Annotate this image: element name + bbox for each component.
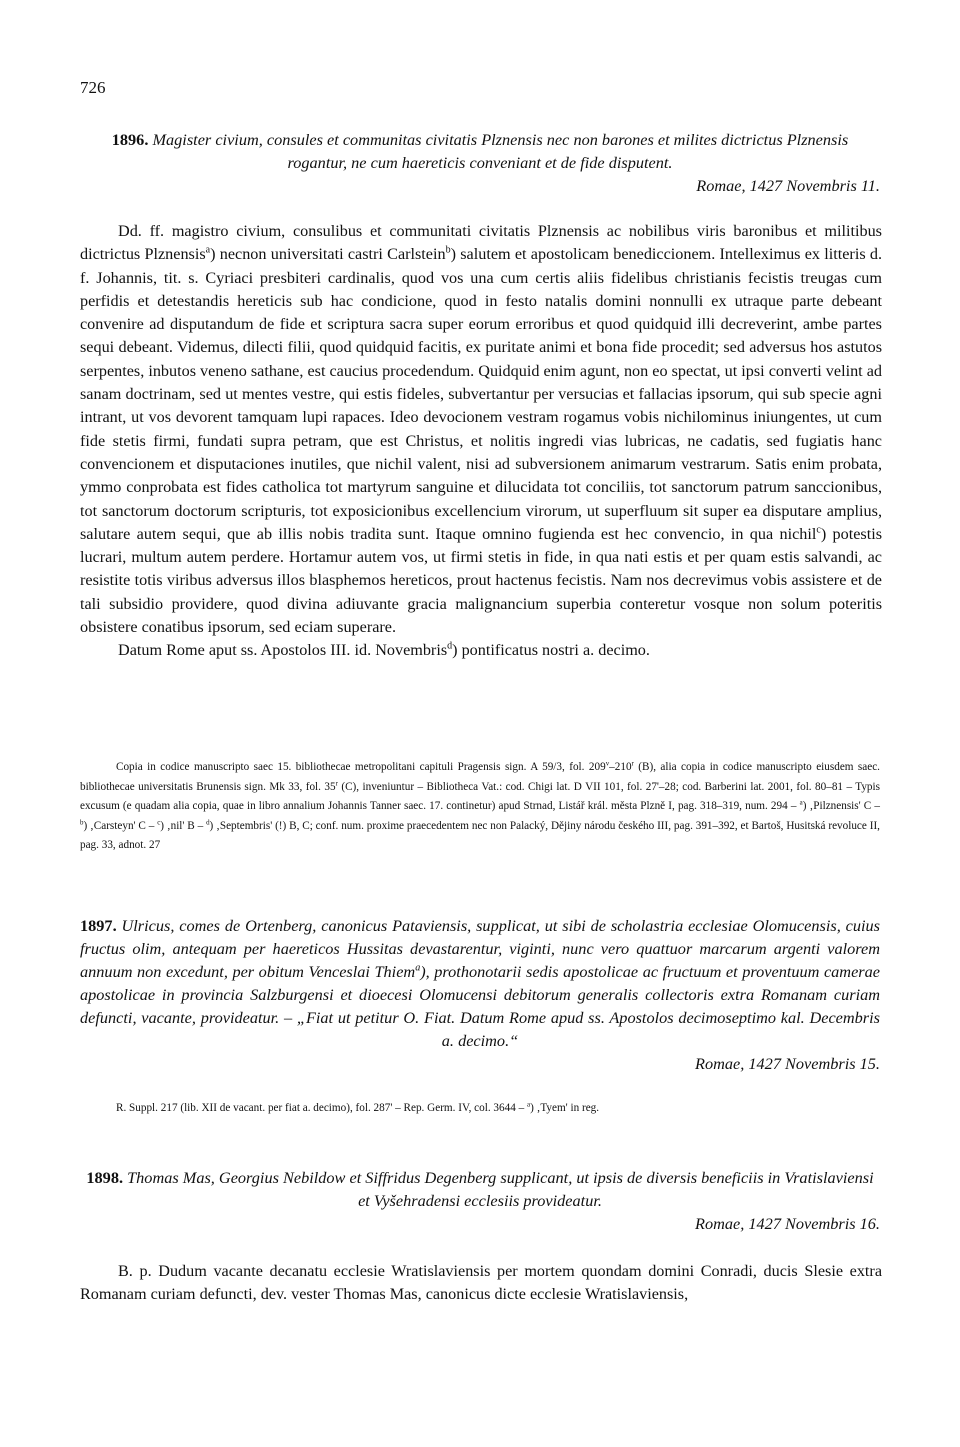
entry-1897-dateline: Romae, 1427 Novembris 15.	[695, 1054, 880, 1073]
entry-1898-heading	[80, 1166, 880, 1235]
entry-1897-apparatus	[80, 1099, 880, 1119]
letter-text: B. p. Dudum vacante decanatu ecclesie Wratislaviensis per mortem quondam domini Conradi, ducis Slesie extra Romanam curiam defuncti, dev. vester Thomas Mas, canonicus dicte ecclesie Wratislaviensis,	[80, 1262, 882, 1304]
regest-text: Magister civium, consules et communitas civitatis Plznensis nec non barones et milites dictrictus Plznensis rogantur, ne cum haereticis conveniant et de fide disputent.	[152, 130, 849, 172]
entry-1896-regest	[80, 128, 880, 174]
critical-apparatus: Copia in codice manuscripto saec 15. bibliothecae metropolitani capituli Pragensis sign. A 59/3, fol. 209$^v$–210$^r$ (B), alia copia in codice manuscripto eiusdem saec. bibliothecae universitatis Brunensis sign. Mk 33, fol. 35$^r$ (C), inveniuntur – Bibliotheca Vat.: cod. Chigi lat. D VII 101, fol. 27'–28; cod. Barberini lat. 2001, fol. 80–81 – Typis excusum (e quadam alia copia, quae in libro annalium Johannis Tanner saec. 17. continetur) apud Strnad, Listář král. města Plzně I, pag. 318–319, num. 294 – $^a$) ‚Pilznensis' C – $^b$) ‚Carsteyn' C – $^c$) ‚nil' B – $^d$) ‚Septembris' (!) B, C; conf. num. proxime praecedentem nec non Palacký, Dějiny národu českého III, pag. 391–392, et Bartoš, Husitská revoluce II, pag. 33, adnot. 27	[80, 759, 880, 851]
datum-line: Datum Rome aput ss. Apostolos III. id. Novembris$^d$) pontificatus nostri a. decimo.	[118, 640, 650, 660]
page-number: 726	[80, 78, 106, 97]
entry-1896-dateline: Romae, 1427 Novembris 11.	[696, 176, 880, 195]
regest-text: Thomas Mas, Georgius Nebildow et Siffridus Degenberg supplicant, ut ipsis de diversis beneficiis in Vratislaviensi et Vyšehradensi ecclesiis provideatur.	[127, 1168, 874, 1210]
entry-1897-heading	[80, 914, 880, 1075]
letter-text: Dd. ff. magistro civium, consulibus et communitati civitatis Plznensis ac nobilibus viris baronibus et militibus dictrictus Plznensis$^a$) necnon universitati castri Carlstein$^b$) salutem et apostolicam benediccionem. Intelleximus ex litteris d. f. Johannis, tit. s. Cyriaci presbiteri cardinalis, quod vos una cum certis aliis fidelibus christianis fecistis treugas cum perfidis et detestandis hereticis sub hac condicione, quod in festo natalis domini nonnulli ex utraque parte debeant convenire ad disputandum de fide et scriptura sacra super eorum erroribus et quod quidquid illi decreverint, ambe partes sequi debeant. Videmus, dilecti filii, quod quidquid facitis, ex puritate animi et bona fide procedit; sed adversus hos astutos serpentes, inbutos veneno sathane, est caucius procedendum. Quidquid enim agunt, non eo spectat, ut ipsi converti velint ad sanam doctrinam, sed ut mentes vestre, qui estis fideles, subvertantur per versucias et fallacias ipsorum, qui sub specie agni intrant, ut vos devorent tamquam lupi rapaces. Ideo devocionem vestram rogamus vobis nichilominus iniungentes, ut cum fide stetis firmi, fundati supra petram, que est Christus, et nolitis ingredi vias lubricas, ne cadatis, sed fugiatis hanc convencionem et disputaciones inutiles, que nichil valent, nisi ad subversionem animarum vestrarum. Satis enim probata, ymmo conprobata est fides catholica tot martyrum sanguine et dilucidata tot conciliis, tot sanctorum patrum sanccionibus, tot sanctorum doctorum scripturis, tot exposicionibus excellencium virorum, ut superfluum sit super ea disputare amplius, salutare autem sequi, que ab illis nobis tradita sunt. Itaque omnino fugienda est hec convencio, in qua nichil$^c$) potestis lucrari, multum autem perdere. Hortamur autem vos, ut firmi stetis in fide, in qua nati estis et per quam estis salvandi, ac resistite totis viribus adversus illos blasphemos hereticos, prout hactenus fecistis. Nam nos decrevimus vobis assistere et de tali subsidio providere, quod divina adiuvante gracia malignancium superbia conteretur vosque non solum poteritis obsistere conatibus ipsorum, sed eciam superare.	[80, 222, 883, 637]
entry-1898-body	[80, 1260, 882, 1307]
entry-1896-heading	[80, 128, 880, 197]
entry-1897-regest: 1897. Ulricus, comes de Ortenberg, canonicus Pataviensis, supplicat, ut sibi de scholastria ecclesiae Olomucensis, cuius fructus olim, antequam per haereticos Hussitas devastarentur, viginti, nunc vero quattuor marcarum argenti valorem annuum non excedunt, per obitum Venceslai Thiem$^a$), prothonotarii sedis apostolicae ac fructuum et proventuum camerae apostolicae in provincia Salzburgensi et dioecesi Olomucensi debitorum generalis collectoris extra Romanam curiam defuncti, vacante, provideatur. – „Fiat ut petitur O. Fiat. Datum Rome apud ss. Apostolos decimoseptimo kal. Decembris a. decimo.“	[80, 916, 881, 1050]
entry-number: 1898.	[86, 1168, 124, 1187]
entry-number: 1896.	[111, 130, 149, 149]
entry-1898-dateline: Romae, 1427 Novembris 16.	[695, 1214, 880, 1233]
entry-number: 1897.	[80, 916, 117, 935]
entry-1896-apparatus	[80, 758, 880, 856]
entry-1898-regest	[80, 1166, 880, 1212]
entry-1896-body	[80, 220, 882, 663]
critical-apparatus: R. Suppl. 217 (lib. XII de vacant. per fiat a. decimo), fol. 287' – Rep. Germ. IV, col. 3644 – $^a$) ‚Tyem' in reg.	[116, 1100, 600, 1114]
